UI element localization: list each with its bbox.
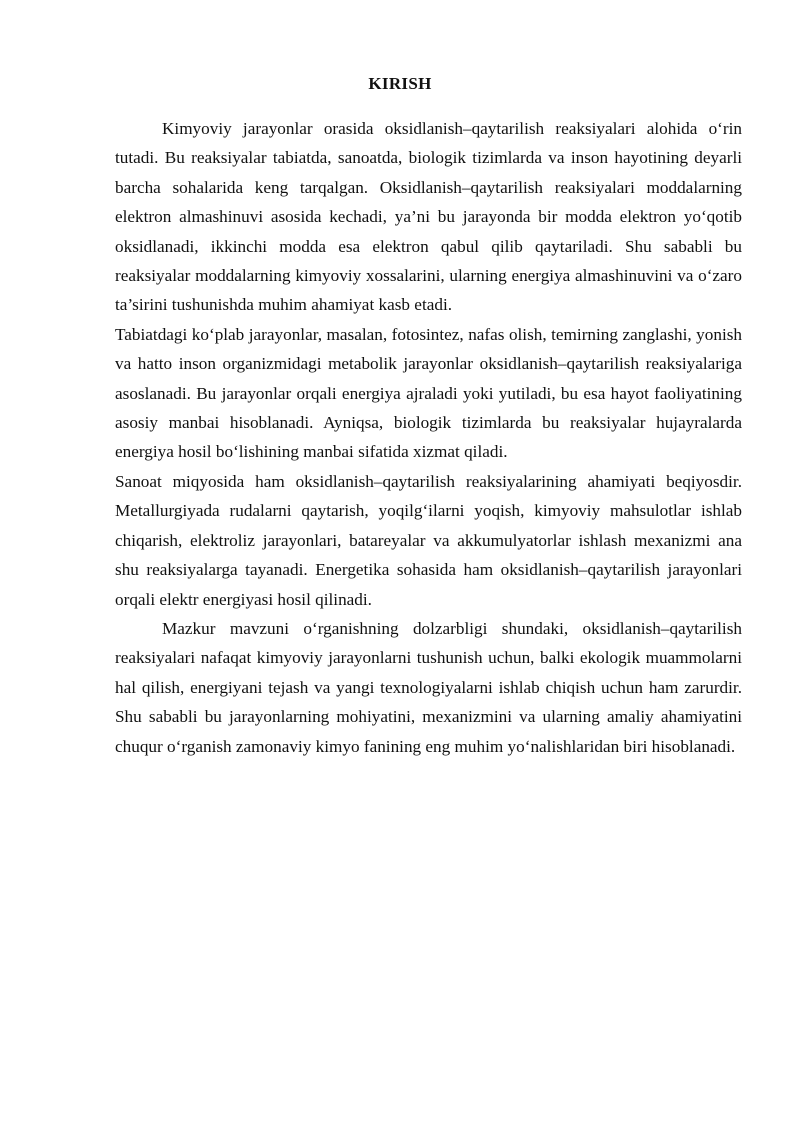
page-title: KIRISH bbox=[368, 74, 432, 93]
paragraph-intro: Kimyoviy jarayonlar orasida oksidlanish–qaytarilish reaksiyalari alohida o‘rin tutadi. Bu reaksiyalar tabiatda, sanoatda, biologik tizimlarda va inson hayotining deyarli barcha sohalarida keng tarqalgan. Oksidlanish–qaytarilish reaksiyalari moddalarning elektron almashinuvi asosida kechadi, ya’ni bu jarayonda bir modda elektron yo‘qotib oksidlanadi, ikkinchi modda esa elektron qabul qilib qaytariladi. Shu sababli bu reaksiyalar moddalarning kimyoviy xossalarini, ularning energiya almashinuvini va o‘zaro ta’sirini tushunishda muhim ahamiyat kasb etadi. bbox=[115, 119, 742, 315]
paragraph-relevance: Mazkur mavzuni o‘rganishning dolzarbligi shundaki, oksidlanish–qaytarilish reaksiyalari nafaqat kimyoviy jarayonlarni tushunish uchun, balki ekologik muammolarni hal qilish, energiyani tejash va yangi texnologiyalarni ishlab chiqish uchun ham zarurdir. Shu sababli bu jarayonlarning mohiyatini, mexanizmini va ularning amaliy ahamiyatini chuqur o‘rganish zamonaviy kimyo fanining eng muhim yo‘nalishlaridan biri hisoblanadi. bbox=[115, 618, 742, 756]
paragraph-nature: Tabiatdagi ko‘plab jarayonlar, masalan, fotosintez, nafas olish, temirning zanglashi, yonish va hatto inson organizmidagi metabolik jarayonlar oksidlanish–qaytarilish reaksiyalariga asoslanadi. Bu jarayonlar orqali energiya ajraladi yoki yutiladi, bu esa hayot faoliyatining asosiy manbai hisoblanadi. Ayniqsa, biologik tizimlarda bu reaksiyalar hujayralarda energiya hosil bo‘lishining manbai sifatida xizmat qiladi. bbox=[115, 324, 742, 462]
document-body bbox=[115, 114, 742, 761]
paragraph-industry: Sanoat miqyosida ham oksidlanish–qaytarilish reaksiyalarining ahamiyati beqiyosdir. Metallurgiyada rudalarni qaytarish, yoqilg‘ilarni yoqish, kimyoviy mahsulotlar ishlab chiqarish, elektroliz jarayonlari, batareyalar va akkumulyatorlar ishlash mexanizmi ana shu reaksiyalarga tayanadi. Energetika sohasida ham oksidlanish–qaytarilish jarayonlari orqali elektr energiyasi hosil qilinadi. bbox=[115, 471, 742, 609]
